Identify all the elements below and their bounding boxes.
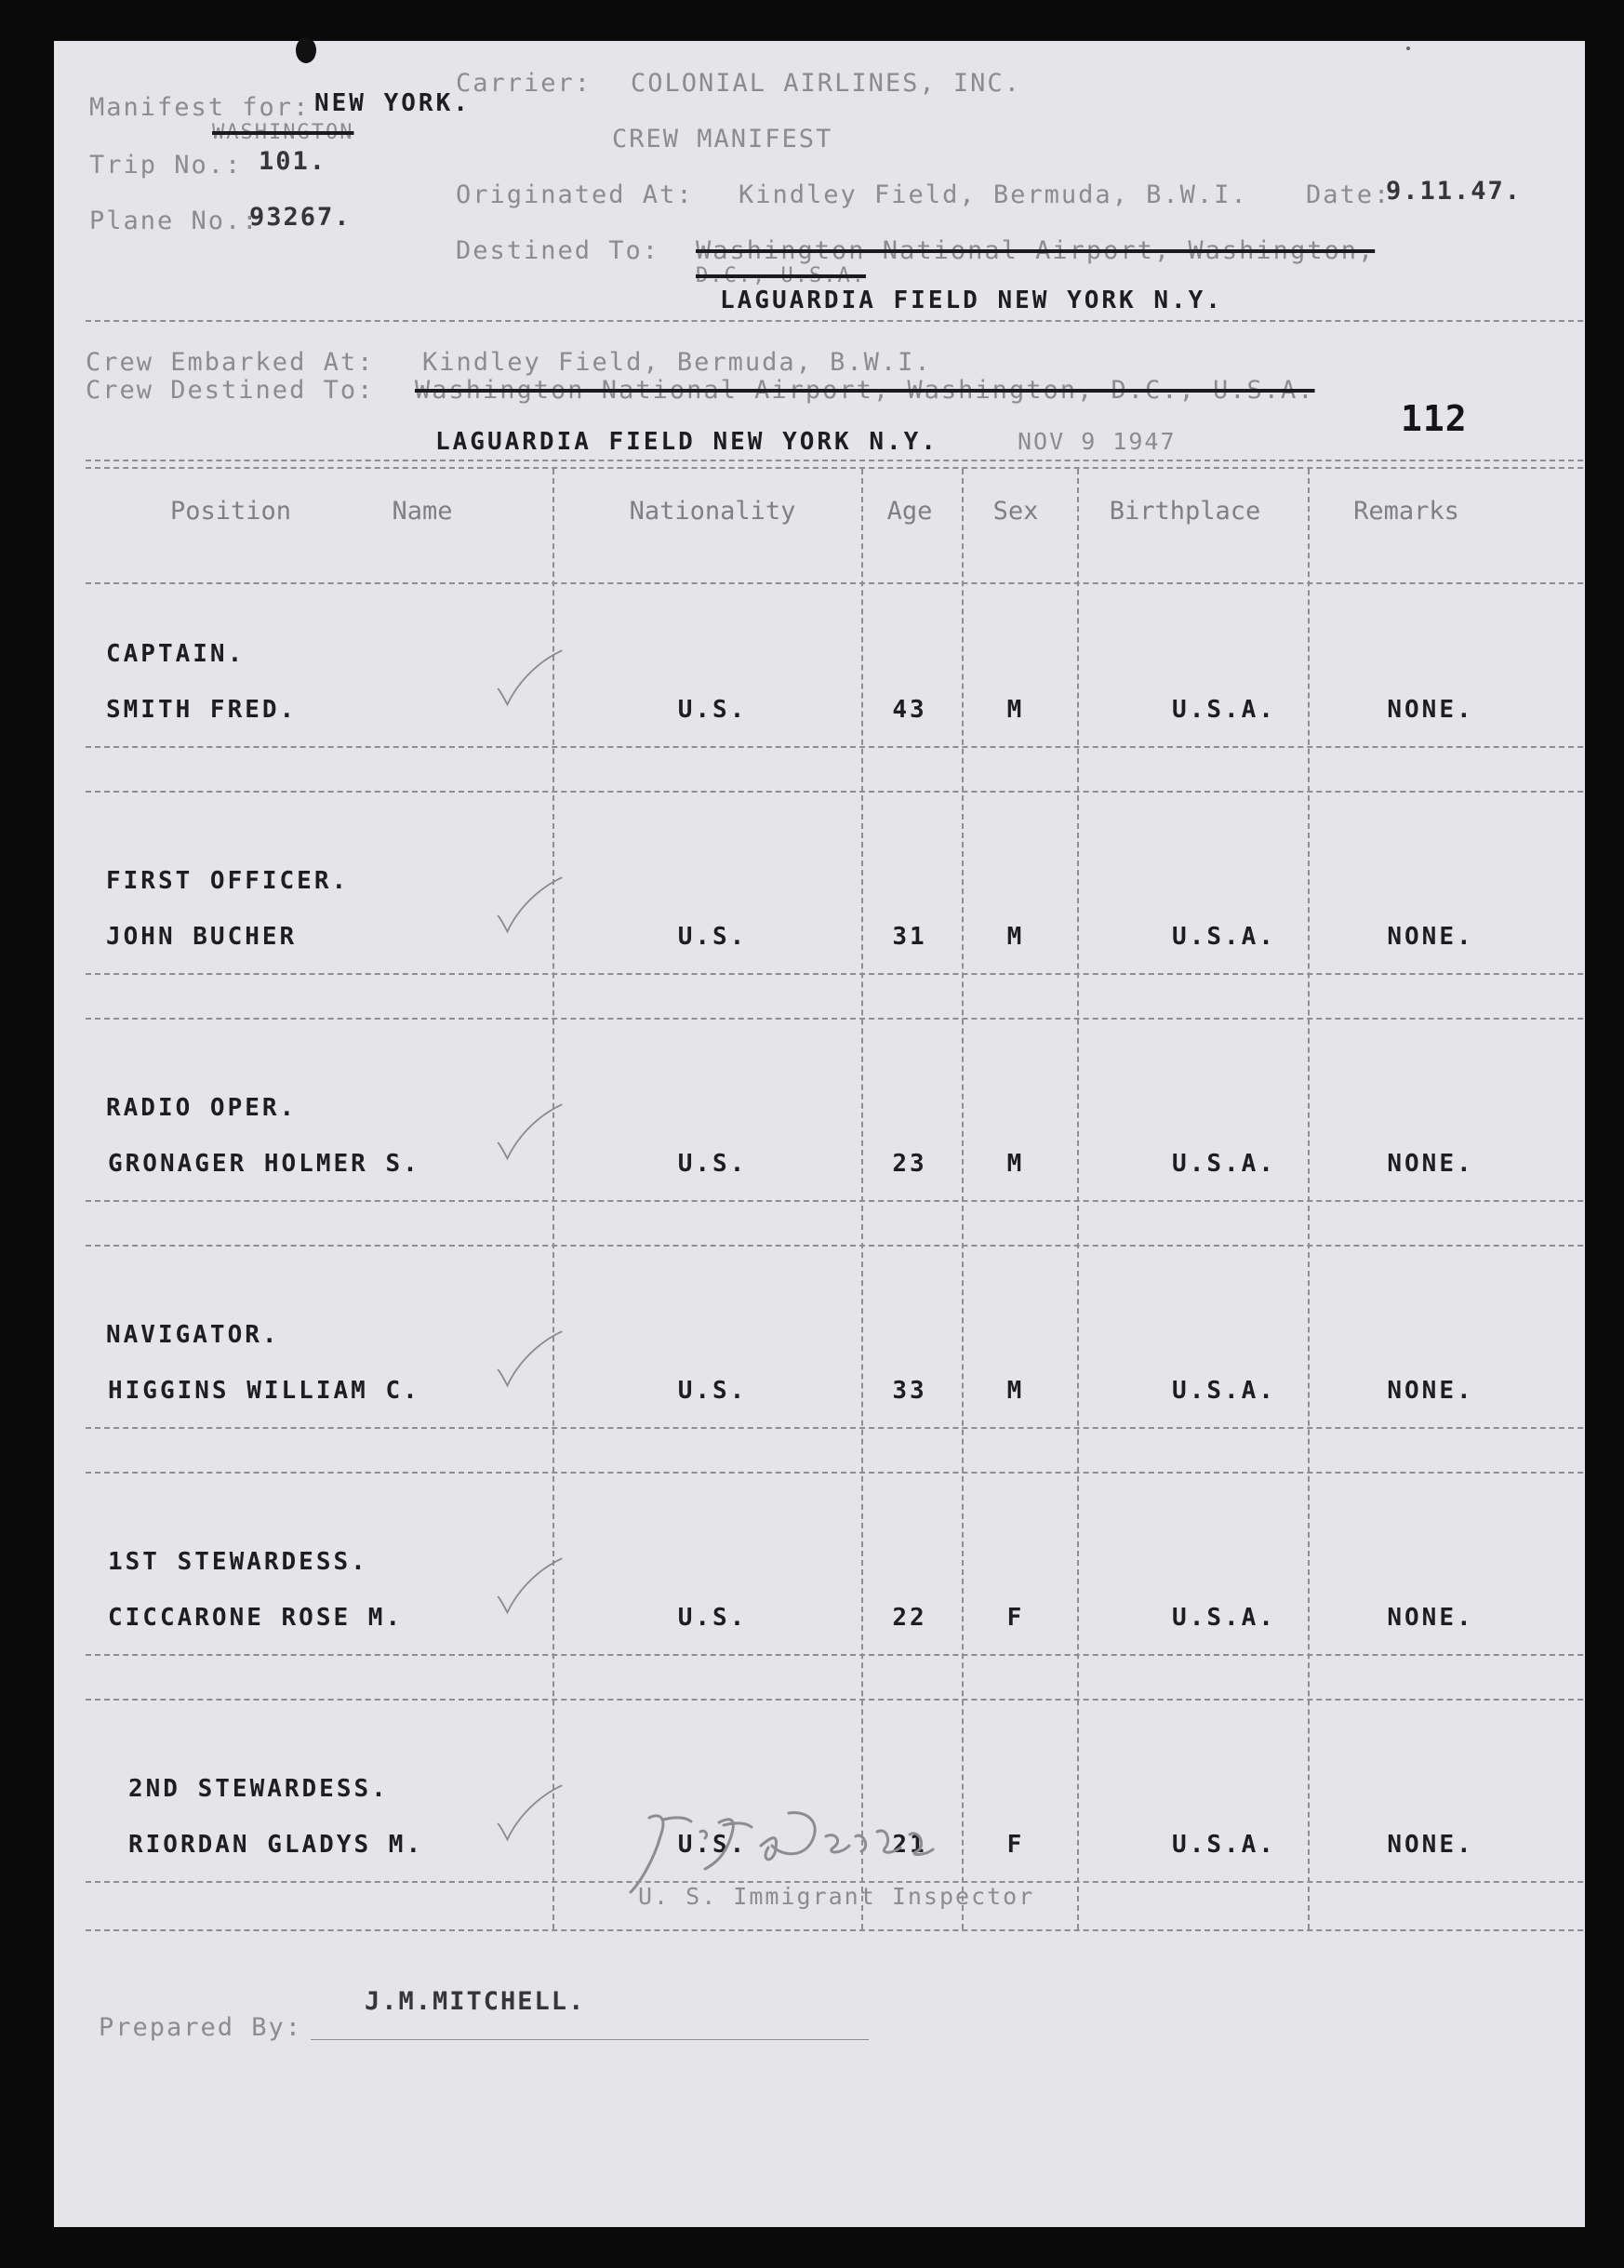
cell-nationality: U.S. <box>677 1150 748 1178</box>
carrier-value: COLONIAL AIRLINES, INC. <box>631 69 1021 98</box>
divider <box>86 467 1583 469</box>
cell-name: JOHN BUCHER <box>106 923 298 951</box>
cell-birthplace: U.S.A. <box>1172 696 1276 724</box>
cell-name: GRONAGER HOLMER S. <box>108 1150 420 1178</box>
row-rule <box>86 1427 1583 1429</box>
header-age: Age <box>886 497 933 526</box>
cell-name: SMITH FRED. <box>106 696 298 724</box>
cell-age: 31 <box>892 923 927 951</box>
cell-nationality: U.S. <box>677 923 748 951</box>
divider <box>86 460 1583 461</box>
cell-age: 21 <box>892 1831 927 1859</box>
check-mark-icon <box>491 1554 566 1619</box>
row-separator <box>86 791 1583 793</box>
check-mark-icon <box>491 1327 566 1392</box>
cell-position: CAPTAIN. <box>106 640 246 668</box>
column-rule <box>861 469 863 1929</box>
row-separator <box>86 1245 1583 1247</box>
header-rule <box>86 582 1583 584</box>
crew-destined-label: Crew Destined To: <box>86 376 375 405</box>
manifest-for-label: Manifest for: <box>89 93 311 122</box>
cell-name: RIORDAN GLADYS M. <box>128 1831 424 1859</box>
destined-value: LAGUARDIA FIELD NEW YORK N.Y. <box>720 287 1223 314</box>
cell-remarks: NONE. <box>1387 1377 1474 1405</box>
plane-label: Plane No.: <box>89 207 260 235</box>
header-birthplace: Birthplace <box>1109 497 1261 526</box>
header-sex: Sex <box>992 497 1039 526</box>
cell-birthplace: U.S.A. <box>1172 1831 1276 1859</box>
cell-remarks: NONE. <box>1387 1150 1474 1178</box>
cell-birthplace: U.S.A. <box>1172 1150 1276 1178</box>
table-bottom-rule <box>86 1929 1583 1931</box>
crew-destined-value: LAGUARDIA FIELD NEW YORK N.Y. <box>435 428 938 456</box>
cell-age: 33 <box>892 1377 927 1405</box>
column-rule <box>1308 469 1310 1929</box>
scan-speck <box>1406 47 1410 50</box>
row-rule <box>86 1200 1583 1202</box>
check-mark-icon <box>491 646 566 711</box>
row-separator <box>86 1018 1583 1020</box>
manifest-sheet <box>54 41 1585 2227</box>
crew-embarked-label: Crew Embarked At: <box>86 348 375 377</box>
cell-birthplace: U.S.A. <box>1172 1604 1276 1632</box>
cell-sex: F <box>1006 1604 1025 1632</box>
check-mark-icon <box>491 1781 566 1846</box>
cell-position: RADIO OPER. <box>106 1094 298 1122</box>
cell-birthplace: U.S.A. <box>1172 923 1276 951</box>
destined-struck: Washington National Airport, Washington, <box>696 236 1376 265</box>
cell-position: 2ND STEWARDESS. <box>128 1775 389 1803</box>
row-rule <box>86 973 1583 975</box>
crew-embarked-value: Kindley Field, Bermuda, B.W.I. <box>422 348 932 377</box>
cell-remarks: NONE. <box>1387 923 1474 951</box>
page-number: 112 <box>1401 398 1468 439</box>
cell-sex: M <box>1006 923 1025 951</box>
cell-position: FIRST OFFICER. <box>106 867 350 895</box>
cell-nationality: U.S. <box>677 1831 748 1859</box>
row-rule <box>86 746 1583 748</box>
header-name: Name <box>392 497 453 526</box>
cell-sex: M <box>1006 696 1025 724</box>
signature-line <box>311 2039 869 2040</box>
column-rule <box>962 469 964 1929</box>
cell-sex: M <box>1006 1150 1025 1178</box>
cell-remarks: NONE. <box>1387 1604 1474 1632</box>
cell-sex: F <box>1006 1831 1025 1859</box>
cell-name: HIGGINS WILLIAM C. <box>108 1377 420 1405</box>
date-label: Date: <box>1306 180 1391 209</box>
cell-remarks: NONE. <box>1387 1831 1474 1859</box>
trip-value: 101. <box>259 147 327 176</box>
scan-speck <box>296 37 316 63</box>
inspector-title: U. S. Immigrant Inspector <box>638 1883 1035 1910</box>
header-position: Position <box>169 497 292 526</box>
plane-value: 93267. <box>249 203 352 232</box>
destined-struck-2: D.C., U.S.A. <box>696 264 866 287</box>
cell-position: 1ST STEWARDESS. <box>108 1548 368 1576</box>
carrier-label: Carrier: <box>456 69 592 98</box>
cell-remarks: NONE. <box>1387 696 1474 724</box>
originated-label: Originated At: <box>456 180 694 209</box>
column-rule <box>1077 469 1079 1929</box>
manifest-for-struck: WASHINGTON <box>212 121 354 144</box>
check-mark-icon <box>491 1100 566 1165</box>
destined-label: Destined To: <box>456 236 660 265</box>
row-separator <box>86 1472 1583 1474</box>
check-mark-icon <box>491 873 566 938</box>
prepared-by-value: J.M.MITCHELL. <box>365 1987 586 2016</box>
date-value: 9.11.47. <box>1386 177 1523 206</box>
cell-age: 23 <box>892 1150 927 1178</box>
cell-birthplace: U.S.A. <box>1172 1377 1276 1405</box>
cell-nationality: U.S. <box>677 696 748 724</box>
cell-position: NAVIGATOR. <box>106 1321 280 1349</box>
row-rule <box>86 1654 1583 1656</box>
row-separator <box>86 1699 1583 1701</box>
originated-value: Kindley Field, Bermuda, B.W.I. <box>739 180 1248 209</box>
cell-nationality: U.S. <box>677 1377 748 1405</box>
prepared-by-label: Prepared By: <box>99 2013 303 2042</box>
cell-sex: M <box>1006 1377 1025 1405</box>
form-title: CREW MANIFEST <box>612 125 833 153</box>
cell-name: CICCARONE ROSE M. <box>108 1604 404 1632</box>
cell-age: 22 <box>892 1604 927 1632</box>
date-stamp: NOV 9 1947 <box>1018 428 1177 455</box>
cell-nationality: U.S. <box>677 1604 748 1632</box>
manifest-for-value: NEW YORK. <box>314 89 471 117</box>
header-remarks: Remarks <box>1353 497 1459 526</box>
crew-destined-struck: Washington National Airport, Washington, D.C., U.S.A. <box>415 376 1315 405</box>
trip-label: Trip No.: <box>89 151 243 180</box>
header-nationality: Nationality <box>629 497 796 526</box>
cell-age: 43 <box>892 696 927 724</box>
divider <box>86 320 1583 322</box>
